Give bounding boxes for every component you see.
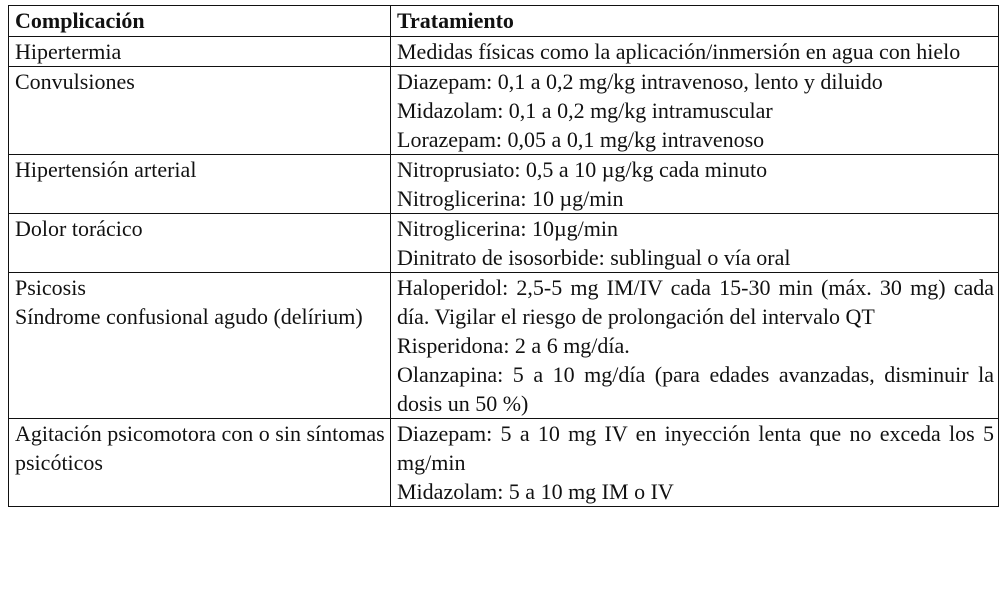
- treatment-cell: [391, 37, 999, 67]
- treatment-text: Haloperidol: 2,5-5 mg IM/IV cada 15-30 min (máx. 30 mg) cada día. Vigilar el riesgo de prolongación del intervalo QT: [397, 275, 994, 329]
- treatment-cell: [391, 214, 999, 273]
- treatment-text: Nitroglicerina: 10µg/min: [397, 216, 619, 241]
- table-row: [9, 155, 999, 214]
- header-complication: Complicación: [9, 6, 391, 37]
- header-treatment: Tratamiento: [391, 6, 999, 37]
- treatment-text: Dinitrato de isosorbide: sublingual o vía oral: [397, 245, 791, 270]
- treatment-text: Risperidona: 2 a 6 mg/día.: [397, 333, 630, 358]
- treatment-text: Lorazepam: 0,05 a 0,1 mg/kg intravenoso: [397, 127, 765, 152]
- complication-cell: [9, 273, 391, 419]
- treatment-cell: [391, 155, 999, 214]
- treatment-text: Olanzapina: 5 a 10 mg/día (para edades avanzadas, disminuir la dosis un 50 %): [397, 362, 994, 416]
- complications-treatment-table: [8, 5, 999, 507]
- treatment-text: Nitroprusiato: 0,5 a 10 µg/kg cada minuto: [397, 157, 768, 182]
- treatment-text: Diazepam: 0,1 a 0,2 mg/kg intravenoso, lento y diluido: [397, 69, 883, 94]
- treatment-cell: [391, 419, 999, 507]
- complication-text: Síndrome confusional agudo (delírium): [15, 304, 363, 329]
- complication-cell: [9, 67, 391, 155]
- complication-text: Psicosis: [15, 275, 86, 300]
- complication-text: Hipertermia: [15, 39, 122, 64]
- treatment-text: Nitroglicerina: 10 µg/min: [397, 186, 624, 211]
- treatment-cell: [391, 273, 999, 419]
- complication-cell: [9, 37, 391, 67]
- treatment-text: Midazolam: 0,1 a 0,2 mg/kg intramuscular: [397, 98, 773, 123]
- table-row: [9, 273, 999, 419]
- complication-text: Agitación psicomotora con o sin síntomas psicóticos: [15, 421, 385, 475]
- document: [8, 5, 998, 507]
- table-row: [9, 419, 999, 507]
- complication-text: Hipertensión arterial: [15, 157, 197, 182]
- complication-cell: [9, 155, 391, 214]
- complication-text: Convulsiones: [15, 69, 135, 94]
- table-row: [9, 37, 999, 67]
- complication-text: Dolor torácico: [15, 216, 143, 241]
- treatment-text: Midazolam: 5 a 10 mg IM o IV: [397, 479, 674, 504]
- complication-cell: [9, 419, 391, 507]
- treatment-text: Medidas físicas como la aplicación/inmersión en agua con hielo: [397, 39, 961, 64]
- treatment-cell: [391, 67, 999, 155]
- table-row: [9, 67, 999, 155]
- table-row: [9, 214, 999, 273]
- treatment-text: Diazepam: 5 a 10 mg IV en inyección lenta que no exceda los 5 mg/min: [397, 421, 994, 475]
- complication-cell: [9, 214, 391, 273]
- table-header-row: [9, 6, 999, 37]
